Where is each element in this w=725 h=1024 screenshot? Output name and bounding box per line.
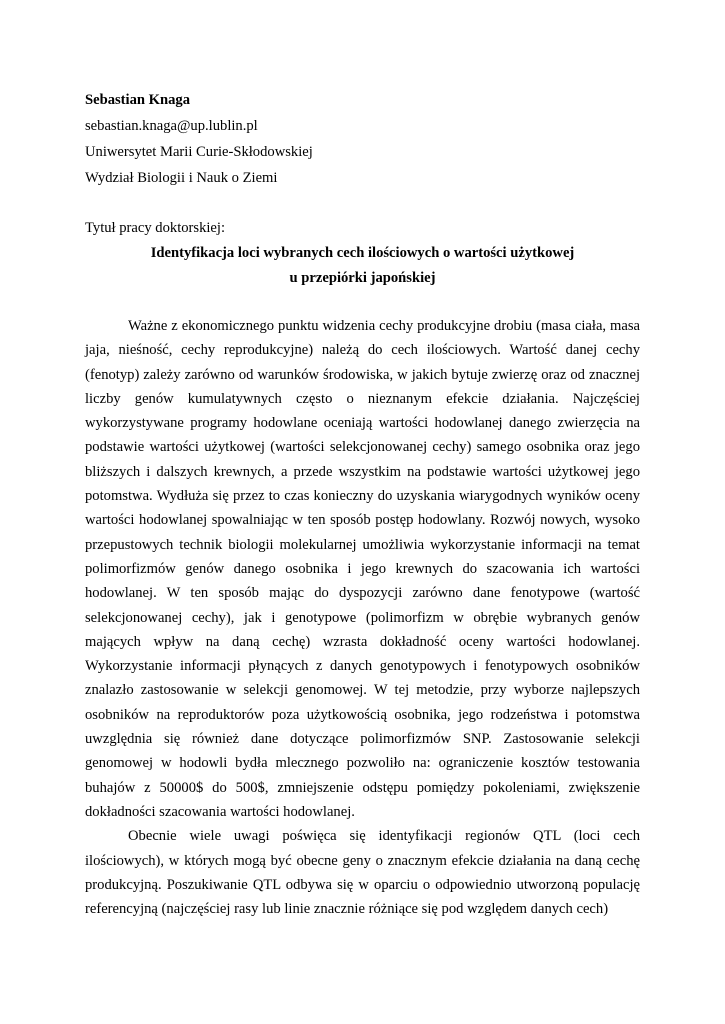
- thesis-title-line-1: Identyfikacja loci wybranych cech ilościowych o wartości użytkowej: [150, 245, 575, 261]
- thesis-title-line-2: u przepiórki japońskiej: [289, 270, 436, 286]
- author-name: Sebastian Knaga: [85, 92, 191, 108]
- author-department: Wydział Biologii i Nauk o Ziemi: [85, 170, 278, 186]
- author-university: Uniwersytet Marii Curie-Skłodowskiej: [85, 144, 313, 160]
- body-paragraph-1: Ważne z ekonomicznego punktu widzenia cechy produkcyjne drobiu (masa ciała, masa jaja, nieśność, cechy reprodukcyjne) należą do cech ilościowych. Wartość danej cechy (fenotyp) zależy zarówno od warunków środowiska, w jakich bytuje zwierzę oraz od znacznej liczby genów kumulatywnych często o nieznanym efekcie działania. Najczęściej wykorzystywane programy hodowlane oceniają wartości hodowlanej danego zwierzęcia na podstawie wartości użytkowej (wartości selekcjonowanej cechy) samego osobnika oraz jego bliższych i dalszych krewnych, a przede wszystkim na podstawie wartości użytkowej jego potomstwa. Wydłuża się przez to czas konieczny do uzyskania wiarygodnych wyników oceny wartości hodowlanej spowalniając w ten sposób postęp hodowlany. Rozwój nowych, wysoko przepustowych technik biologii molekularnej umożliwia wykorzystanie informacji na temat polimorfizmów genów danego osobnika i jego krewnych do szacowania ich wartości hodowlanej. W ten sposób mając do dyspozycji zarówno dane fenotypowe (wartość selekcjonowanej cechy), jak i genotypowe (polimorfizm w obrębie wybranych genów mających wpływ na daną cechę) wzrasta dokładność oceny wartości hodowlanej. Wykorzystanie informacji płynących z danych genotypowych i fenotypowych osobników znalazło zastosowanie w selekcji genomowej. W tej metodzie, przy wyborze najlepszych osobników na reproduktorów poza użytkowością osobnika, jego rodzeństwa i potomstwa uwzględnia się również dane dotyczące polimorfizmów SNP. Zastosowanie selekcji genomowej w hodowli bydła mlecznego pozwoliło na: ograniczenie kosztów testowania buhajów z 50000$ do 500$, zmniejszenie odstępu pomiędzy pokoleniami, zwiększenie dokładności szacowania wartości hodowlanej.: [85, 318, 640, 820]
- abstract-body: [85, 314, 640, 921]
- author-email: sebastian.knaga@up.lublin.pl: [85, 118, 258, 134]
- body-paragraph-2: Obecnie wiele uwagi poświęca się identyfikacji regionów QTL (loci cech ilościowych), w których mogą być obecne geny o znacznym efekcie działania na daną cechę produkcyjną. Poszukiwanie QTL odbywa się w oparciu o odpowiednio utworzoną populację referencyjną (najczęściej rasy lub linie znacznie różniące się pod względem danych cech): [85, 828, 640, 918]
- thesis-label: Tytuł pracy doktorskiej:: [85, 220, 226, 236]
